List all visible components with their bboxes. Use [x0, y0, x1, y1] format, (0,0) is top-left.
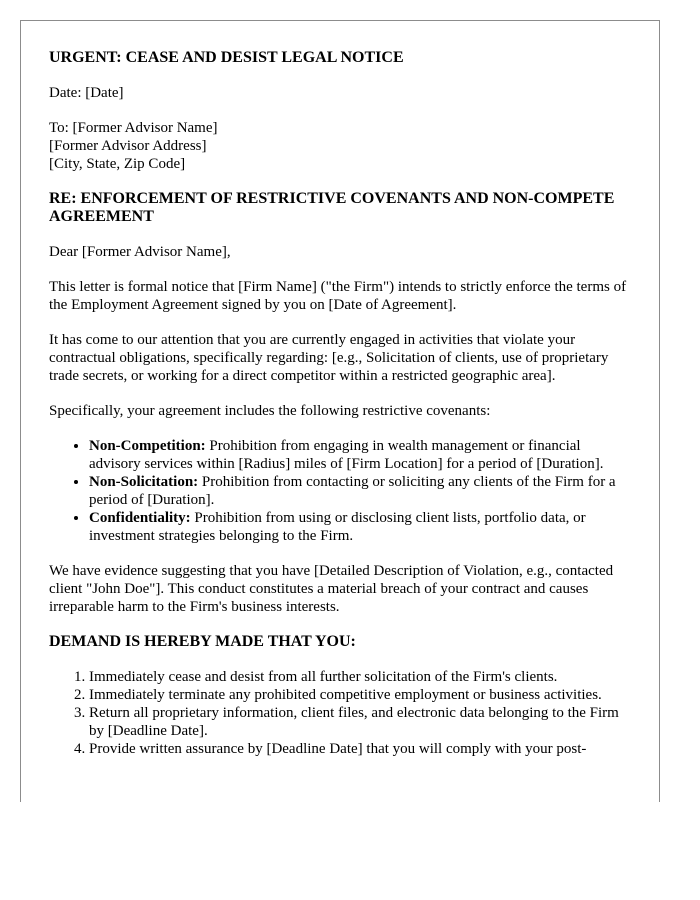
date-line: Date: [Date] [49, 85, 124, 101]
demands-list [49, 668, 634, 758]
covenant-term: Non-Solicitation: [89, 474, 199, 490]
demand-item-assurance: 4. Provide written assurance by [Deadline Date] that you will comply with your post- [89, 740, 634, 758]
address-line-name: To: [Former Advisor Name] [49, 120, 218, 136]
letter-content [49, 49, 634, 758]
covenant-item-non-competition [89, 437, 634, 473]
address-line-city: [City, State, Zip Code] [49, 156, 186, 172]
covenant-item-confidentiality [89, 509, 634, 545]
demand-heading: DEMAND IS HEREBY MADE THAT YOU: [49, 633, 356, 650]
demand-item-return: 3. Return all proprietary information, client files, and electronic data belonging to the Firm by [Deadline Date]. [89, 704, 634, 740]
demand-item-terminate: 2. Immediately terminate any prohibited competitive employment or business activities. [89, 686, 634, 704]
paragraph-notice: This letter is formal notice that [Firm Name] ("the Firm") intends to strictly enforce the terms of the Employment Agreement signed by you on [Date of Agreement]. [49, 279, 627, 313]
letter-page [20, 20, 660, 802]
address-line-street: [Former Advisor Address] [49, 138, 207, 154]
covenant-text: Prohibition from engaging in wealth management or financial advisory services within [Radius] miles of [Firm Location] for a period of [Duration]. [89, 438, 604, 472]
paragraph-covenants-intro: Specifically, your agreement includes the following restrictive covenants: [49, 403, 491, 419]
paragraph-violation: It has come to our attention that you are currently engaged in activities that violate your contractual obligations, specifically regarding: [e.g., Solicitation of clients, use of proprietary trade secrets, or working for a direct competitor within a restricted geographic area]. [49, 332, 609, 384]
demand-item-cease: 1. Immediately cease and desist from all further solicitation of the Firm's clients. [89, 668, 634, 686]
covenant-term: Non-Competition: [89, 438, 206, 454]
covenant-item-non-solicitation [89, 473, 634, 509]
re-line: RE: ENFORCEMENT OF RESTRICTIVE COVENANTS AND NON-COMPETE AGREEMENT [49, 190, 615, 225]
address-block [49, 119, 634, 173]
salutation: Dear [Former Advisor Name], [49, 244, 231, 260]
covenants-list [49, 437, 634, 545]
covenant-term: Confidentiality: [89, 510, 191, 526]
letter-title: URGENT: CEASE AND DESIST LEGAL NOTICE [49, 49, 404, 66]
covenant-text: Prohibition from using or disclosing client lists, portfolio data, or investment strategies belonging to the Firm. [89, 510, 586, 544]
covenant-text: Prohibition from contacting or soliciting any clients of the Firm for a period of [Duration]. [89, 474, 616, 508]
paragraph-evidence: We have evidence suggesting that you have [Detailed Description of Violation, e.g., contacted client "John Doe"]. This conduct constitutes a material breach of your contract and causes irreparable harm to the Firm's business interests. [49, 563, 614, 615]
